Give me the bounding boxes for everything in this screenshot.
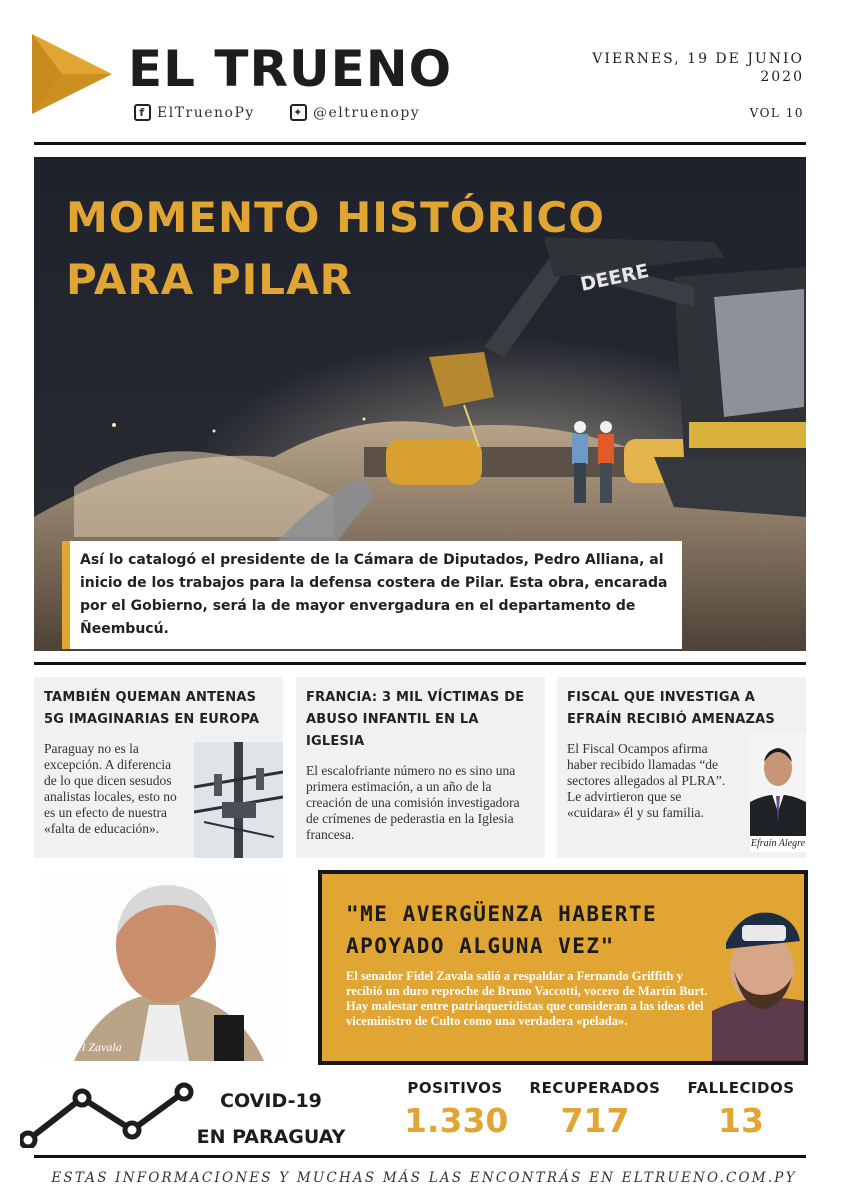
- stat-positivos: [404, 1079, 509, 1140]
- twitter-icon: ✦: [290, 104, 307, 121]
- issue-volume: VOL 10: [749, 106, 804, 120]
- news-card-title: TAMBIÉN QUEMAN ANTENAS 5G IMAGINARIAS EN EUROPA: [44, 690, 260, 727]
- fidel-zavala-photo: [44, 875, 287, 1061]
- stat-label: FALLECIDOS: [687, 1079, 795, 1097]
- efrain-alegre-photo: [750, 732, 806, 852]
- quote-body: El senador Fidel Zavala salió a respaldar a Fernando Griffith y recibió un duro reproche de Bruno Vaccotti, vocero de Martín Burt. Hay malestar entre patriaqueridistas que consideran a las ideas del viceministro de Culto como una verdadera «pelada».: [346, 969, 708, 1028]
- stat-recuperados: [528, 1079, 662, 1140]
- deere-logo-text: DEERE: [578, 259, 651, 296]
- covid-title-line1: COVID-19: [220, 1090, 322, 1112]
- brand-logo-icon: [26, 26, 118, 118]
- facebook-handle[interactable]: f ElTruenoPy: [134, 104, 255, 121]
- opinion-quote-box[interactable]: [318, 870, 808, 1065]
- news-card-body: Paraguay no es la excepción. A diferencia de lo que dicen sesudos analistas locales, esto no es un efecto de nuestra «falta de educación».: [44, 741, 177, 836]
- brand-name: EL TRUENO: [128, 40, 453, 98]
- news-card-5g[interactable]: [34, 677, 283, 858]
- section-divider: [34, 662, 806, 665]
- cell-tower-photo: [194, 742, 283, 858]
- stat-value: 1.330: [404, 1101, 509, 1140]
- news-card-title: FRANCIA: 3 MIL VÍCTIMAS DE ABUSO INFANTIL EN LA IGLESIA: [306, 690, 525, 749]
- hero-caption: Así lo catalogó el presidente de la Cámara de Diputados, Pedro Alliana, al inicio de los trabajos para la defensa costera de Pilar. Esta obra, encarada por el Gobierno, será la de mayor envergadura en el departamento de Ñeembucú.: [62, 541, 682, 649]
- footer-banner[interactable]: ESTAS INFORMACIONES Y MUCHAS MÁS LAS ENCONTRÁS EN ELTRUENO.COM.PY: [51, 1170, 797, 1186]
- hero-headline: [66, 187, 605, 311]
- news-card-body: El escalofriante número no es sino una primera estimación, a un año de la creación de una comisión investigadora de crímenes de pederastia en la Iglesia francesa.: [306, 763, 520, 842]
- facebook-icon: f: [134, 104, 151, 121]
- hero-headline-line1: MOMENTO HISTÓRICO: [66, 193, 605, 242]
- footer-divider: [34, 1155, 806, 1158]
- stat-value: 13: [718, 1101, 764, 1140]
- stat-label: POSITIVOS: [407, 1079, 503, 1097]
- fidel-zavala-caption: Fidel Zavala: [60, 1040, 122, 1054]
- hero-story[interactable]: [34, 157, 806, 651]
- efrain-alegre-caption: Efraín Alegre: [750, 838, 806, 849]
- bruno-vaccotti-photo: [712, 891, 804, 1061]
- covid-title-line2: EN PARAGUAY: [196, 1126, 346, 1148]
- news-card-title: FISCAL QUE INVESTIGA A EFRAÍN RECIBIÓ AMENAZAS: [567, 690, 775, 727]
- news-card-francia[interactable]: [296, 677, 545, 858]
- stat-value: 717: [560, 1101, 630, 1140]
- fidel-zavala-portrait: [44, 875, 287, 1061]
- hero-headline-line2: PARA PILAR: [66, 255, 353, 304]
- efrain-alegre-portrait: [750, 732, 806, 836]
- covid-title: [196, 1083, 346, 1155]
- stat-fallecidos: [684, 1079, 798, 1140]
- stat-label: RECUPERADOS: [529, 1079, 661, 1097]
- news-card-body: El Fiscal Ocampos afirma haber recibido llamadas “de sectores allegados al PLRA”. Le advirtieron que se «cuidara» él y su familia.: [567, 741, 726, 820]
- quote-headline: "ME AVERGÜENZA HABERTE APOYADO ALGUNA VEZ": [346, 902, 658, 958]
- trend-line-icon: [20, 1080, 196, 1148]
- header-divider: [34, 142, 806, 145]
- twitter-handle[interactable]: ✦ @eltruenopy: [290, 104, 420, 121]
- issue-date: VIERNES, 19 DE JUNIO 2020: [592, 51, 804, 85]
- news-card-fiscal[interactable]: [557, 677, 806, 858]
